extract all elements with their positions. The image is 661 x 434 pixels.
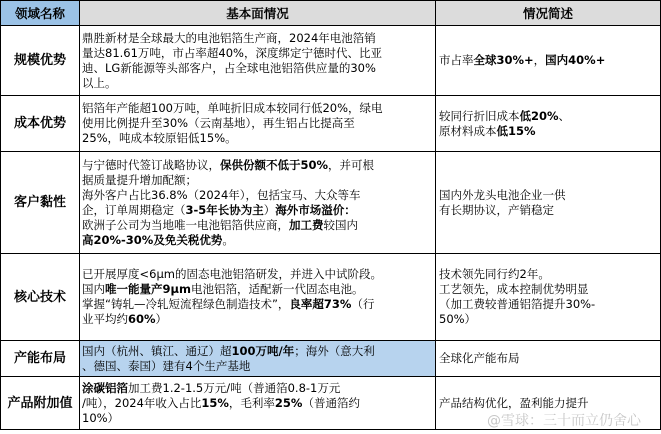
text: ；海外（意大利	[294, 343, 375, 358]
text: 电池铝箔，适配新一代固态电池。	[190, 282, 364, 296]
text-line: 铝箔年产能超100万吨，单吨折旧成本较同行低20%，绿电	[82, 101, 383, 115]
summary-line: 50%）	[439, 312, 477, 326]
text-line	[82, 158, 433, 173]
text: 企，订单周期稳定（	[82, 202, 186, 217]
row-label-cost: 成本优势	[1, 96, 80, 152]
row-summary-tech	[436, 254, 661, 341]
text-line	[82, 312, 433, 327]
summary-text: 原材料成本	[439, 123, 497, 138]
text-line	[82, 267, 433, 282]
row-basic-capacity	[80, 341, 436, 377]
text: 掌握“铸轧—冷轧短流程绿色制造技术”，	[82, 297, 290, 311]
row-summary-capacity: 全球化产能布局	[436, 341, 661, 377]
text-line: 量达81.61万吨，市占率超40%，深度绑定宁德时代、比亚	[82, 45, 382, 60]
summary-line: 有长期协议，产销稳定	[439, 202, 554, 217]
bold-text: 3-5年长协为主	[185, 202, 264, 217]
text-line: 海外客户占比36.8%（2024年），包括宝马、大众等车	[82, 187, 361, 202]
text-line: 鼎胜新材是全球最大的电池铝箔生产商，2024年电池箔销	[82, 30, 376, 45]
summary-bold: 低20%	[519, 108, 559, 123]
bold-text: 100万吨/年	[231, 343, 295, 358]
summary-bold: 低15%	[496, 123, 536, 138]
bold-text: 加工费	[289, 217, 324, 232]
row-summary-value-add: 产品结构优化，盈利能力提升	[436, 377, 661, 430]
table-row	[1, 254, 661, 341]
text-line	[82, 203, 433, 218]
text-line	[82, 218, 433, 233]
text-line: 迪、LG新能源等头部客户，占全球电池铝箔供应量的30%	[82, 60, 376, 75]
text: ）	[155, 312, 168, 326]
text-line	[82, 381, 433, 396]
text: 。	[222, 232, 234, 247]
summary-line: 国内外龙头电池企业一供	[439, 187, 566, 202]
text: （普通箔约	[302, 395, 360, 410]
row-label-capacity: 产能布局	[1, 341, 80, 377]
text-line: 10%）	[82, 410, 120, 425]
table-row	[1, 377, 661, 430]
text: 已开展厚度<6μm的固态电池铝箔研发，并进入中试阶段	[82, 267, 371, 281]
summary-text: 市占率	[439, 53, 474, 67]
text: 国内（杭州、镇江、通辽）超	[82, 343, 232, 358]
row-basic-stickiness	[80, 152, 436, 254]
summary-text: ，	[533, 53, 546, 67]
text: ，并可根	[328, 157, 375, 172]
text-line	[82, 233, 433, 248]
bold-text: 15%	[201, 395, 229, 410]
row-basic-cost	[80, 96, 436, 152]
row-basic-tech	[80, 254, 436, 341]
text-line: 以上。	[82, 75, 117, 90]
text-line: 据质量提升增加配额；	[82, 172, 197, 187]
text-line: 使用比例提升至30%（云南基地），再生铝占比提高至	[82, 116, 355, 130]
table-row	[1, 341, 661, 377]
text-line: 25%，吨成本较原铝低15%。	[82, 131, 237, 145]
watermark: @雪球：三十而立仍舍心	[487, 413, 641, 429]
header-summary: 情况简述	[436, 1, 661, 26]
text: 与宁德时代签订战略协议，	[82, 157, 220, 172]
row-summary-scale	[436, 26, 661, 96]
text-line	[82, 297, 433, 312]
summary-line: 工艺领先，成本控制优势明显	[439, 282, 589, 296]
summary-bold: 国内40%+	[545, 53, 606, 67]
bold-text: 涂碳铝箔	[82, 380, 128, 395]
text: /吨），2024年收入占比	[82, 395, 202, 410]
bold-text: 高20%-30%及免关税优势	[82, 232, 223, 247]
row-label-stickiness: 客户黏性	[1, 152, 80, 254]
summary-line	[439, 124, 658, 139]
header-basics: 基本面情况	[80, 1, 436, 26]
summary-bold: 全球30%+	[473, 53, 534, 67]
text: 加工费1.2-1.5万元/吨（普通箔0.8-1万元	[128, 380, 341, 395]
row-label-value-add: 产品附加值	[1, 377, 80, 430]
bold-text: 唯一能量产9μm	[105, 282, 191, 296]
text: ，毛利率	[228, 395, 275, 410]
text: 欧洲子公司为当地唯一电池铝箔供应商，	[82, 217, 289, 232]
summary-line	[439, 109, 658, 124]
summary-text: 较同行折旧成本	[439, 108, 520, 123]
text: ）	[263, 202, 276, 217]
table-row	[1, 26, 661, 96]
text: 。	[370, 267, 382, 281]
text: （行	[351, 297, 375, 311]
row-label-tech: 核心技术	[1, 254, 80, 341]
text: 较国内	[323, 217, 358, 232]
header-row	[1, 1, 661, 26]
header-domain: 领域名称	[1, 1, 80, 26]
row-basic-value-add	[80, 377, 436, 430]
row-summary-stickiness	[436, 152, 661, 254]
text-line: 、德国、泰国）建有4个生产基地	[82, 358, 251, 373]
text: 业平均约	[82, 312, 128, 326]
summary-line: 技术领先同行约2年。	[439, 267, 550, 281]
text: 国内	[82, 282, 105, 296]
row-basic-scale	[80, 26, 436, 96]
text-line	[82, 396, 433, 411]
bold-text: 60%	[128, 312, 156, 326]
summary-line: （加工费较普通铝箔提升30%-	[439, 297, 596, 311]
bold-text: 保供份额不低于50%	[220, 157, 329, 172]
row-label-scale: 规模优势	[1, 26, 80, 96]
row-summary-cost	[436, 96, 661, 152]
bold-text: 25%	[274, 395, 303, 410]
summary-text: 、	[558, 108, 571, 123]
bold-text: 海外市场溢价：	[275, 202, 356, 217]
table-row	[1, 96, 661, 152]
table-row	[1, 152, 661, 254]
text-line	[82, 344, 433, 359]
bold-text: 良率超73%	[289, 297, 352, 311]
text-line	[82, 282, 433, 297]
